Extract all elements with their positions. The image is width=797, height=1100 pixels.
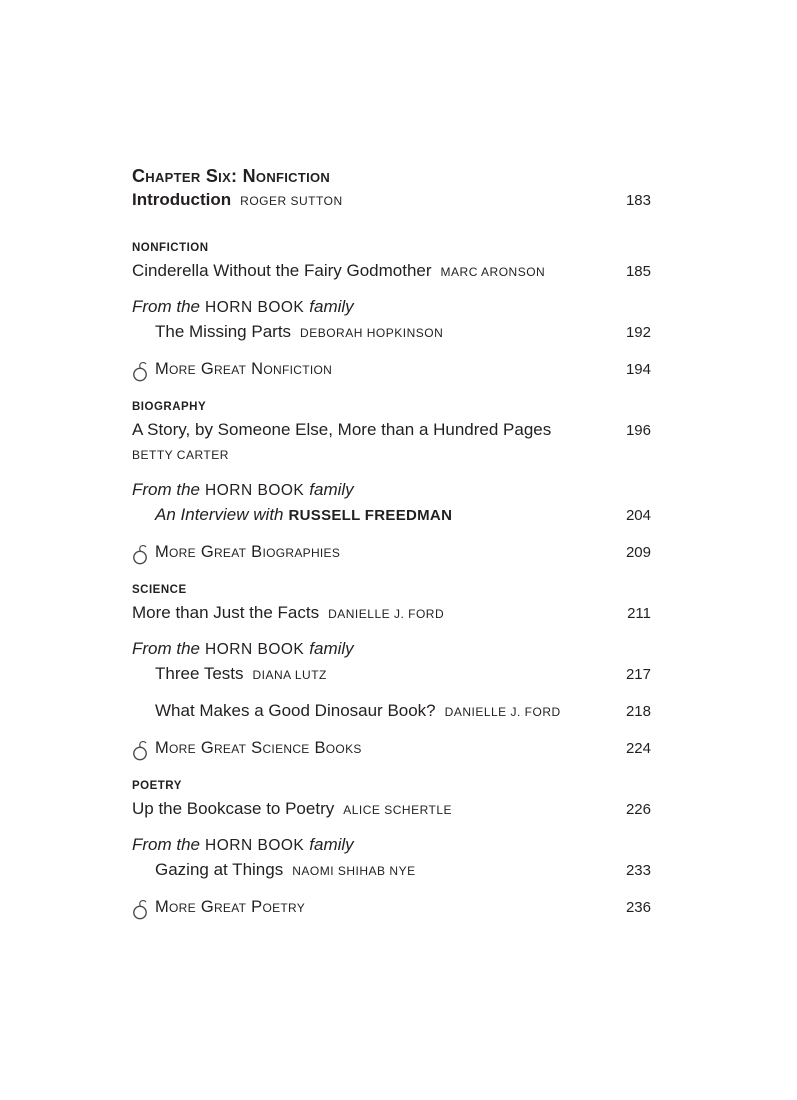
entry-title: Cinderella Without the Fairy Godmother [132,261,432,280]
toc-row [132,858,651,883]
entry-author: ALICE SCHERTLE [343,803,453,817]
more-great-label: More Great Science Books [155,739,362,757]
interview-prefix: An Interview with [155,505,284,524]
family-heading-prefix: From the [132,480,201,499]
toc-row-more [132,895,651,920]
toc-row-more [132,736,651,761]
family-heading-brand: HORN BOOK [205,837,305,854]
entry-title: A Story, by Someone Else, More than a Hundred Pages [132,420,552,439]
family-heading-suffix: family [309,480,354,499]
family-heading [132,478,651,503]
toc-row [132,320,651,345]
section-label-nonfiction: NONFICTION [132,242,209,254]
family-heading-brand: HORN BOOK [205,482,305,499]
page-number: 224 [625,740,651,757]
toc-row-interview [132,503,651,528]
horn-book-logo-icon [132,739,149,762]
page-number: 218 [625,703,651,720]
toc-row [132,699,651,724]
section-label-biography: BIOGRAPHY [132,401,207,413]
horn-book-logo-icon [132,360,149,383]
toc-row [132,418,651,443]
page-number: 211 [627,605,651,622]
family-heading-suffix: family [309,835,354,854]
toc-row [132,662,651,687]
toc-row [132,259,651,284]
family-heading-suffix: family [309,297,354,316]
horn-book-logo-icon [132,543,149,566]
family-heading-prefix: From the [132,835,201,854]
family-heading-prefix: From the [132,297,201,316]
page-number: 194 [625,361,651,378]
page-number: 192 [625,324,651,341]
page-number: 196 [625,422,651,439]
entry-author: DANIELLE J. FORD [444,705,561,719]
entry-title: Gazing at Things [155,860,284,879]
family-heading-suffix: family [309,639,354,658]
entry-title: What Makes a Good Dinosaur Book? [155,701,436,720]
entry-author-below: BETTY CARTER [132,448,229,462]
page-number: 226 [625,801,651,818]
family-heading [132,637,651,662]
toc-row-more [132,357,651,382]
toc-content [132,164,651,920]
entry-author: MARC ARONSON [440,265,546,279]
section-label-poetry: POETRY [132,780,182,792]
entry-title: Up the Bookcase to Poetry [132,799,335,818]
entry-author: ROGER SUTTON [240,194,343,208]
entry-author: NAOMI SHIHAB NYE [292,864,416,878]
page-number: 217 [625,666,651,683]
page-number: 185 [625,263,651,280]
more-great-label: More Great Nonfiction [155,360,333,378]
family-heading-brand: HORN BOOK [205,641,305,658]
interview-name: RUSSELL FREEDMAN [288,507,453,524]
horn-book-logo-icon [132,898,149,921]
family-heading-prefix: From the [132,639,201,658]
entry-title: Three Tests [155,664,244,683]
page-number: 233 [625,862,651,879]
more-great-label: More Great Poetry [155,898,306,916]
entry-title: The Missing Parts [155,322,292,341]
entry-author: DEBORAH HOPKINSON [300,326,444,340]
entry-title: Introduction [132,190,232,209]
toc-row [132,601,651,626]
page-number: 204 [625,507,651,524]
more-great-label: More Great Biographies [155,543,341,561]
toc-row-introduction [132,188,651,213]
page-number: 183 [625,192,651,209]
family-heading [132,833,651,858]
family-heading-brand: HORN BOOK [205,299,305,316]
family-heading [132,295,651,320]
entry-author: DIANA LUTZ [252,668,327,682]
entry-author: DANIELLE J. FORD [328,607,445,621]
page-number: 236 [625,899,651,916]
page-number: 209 [625,544,651,561]
toc-row [132,797,651,822]
chapter-heading: Chapter Six: Nonfiction [132,166,331,186]
section-label-science: SCIENCE [132,584,187,596]
toc-row-more [132,540,651,565]
entry-title: More than Just the Facts [132,603,320,622]
